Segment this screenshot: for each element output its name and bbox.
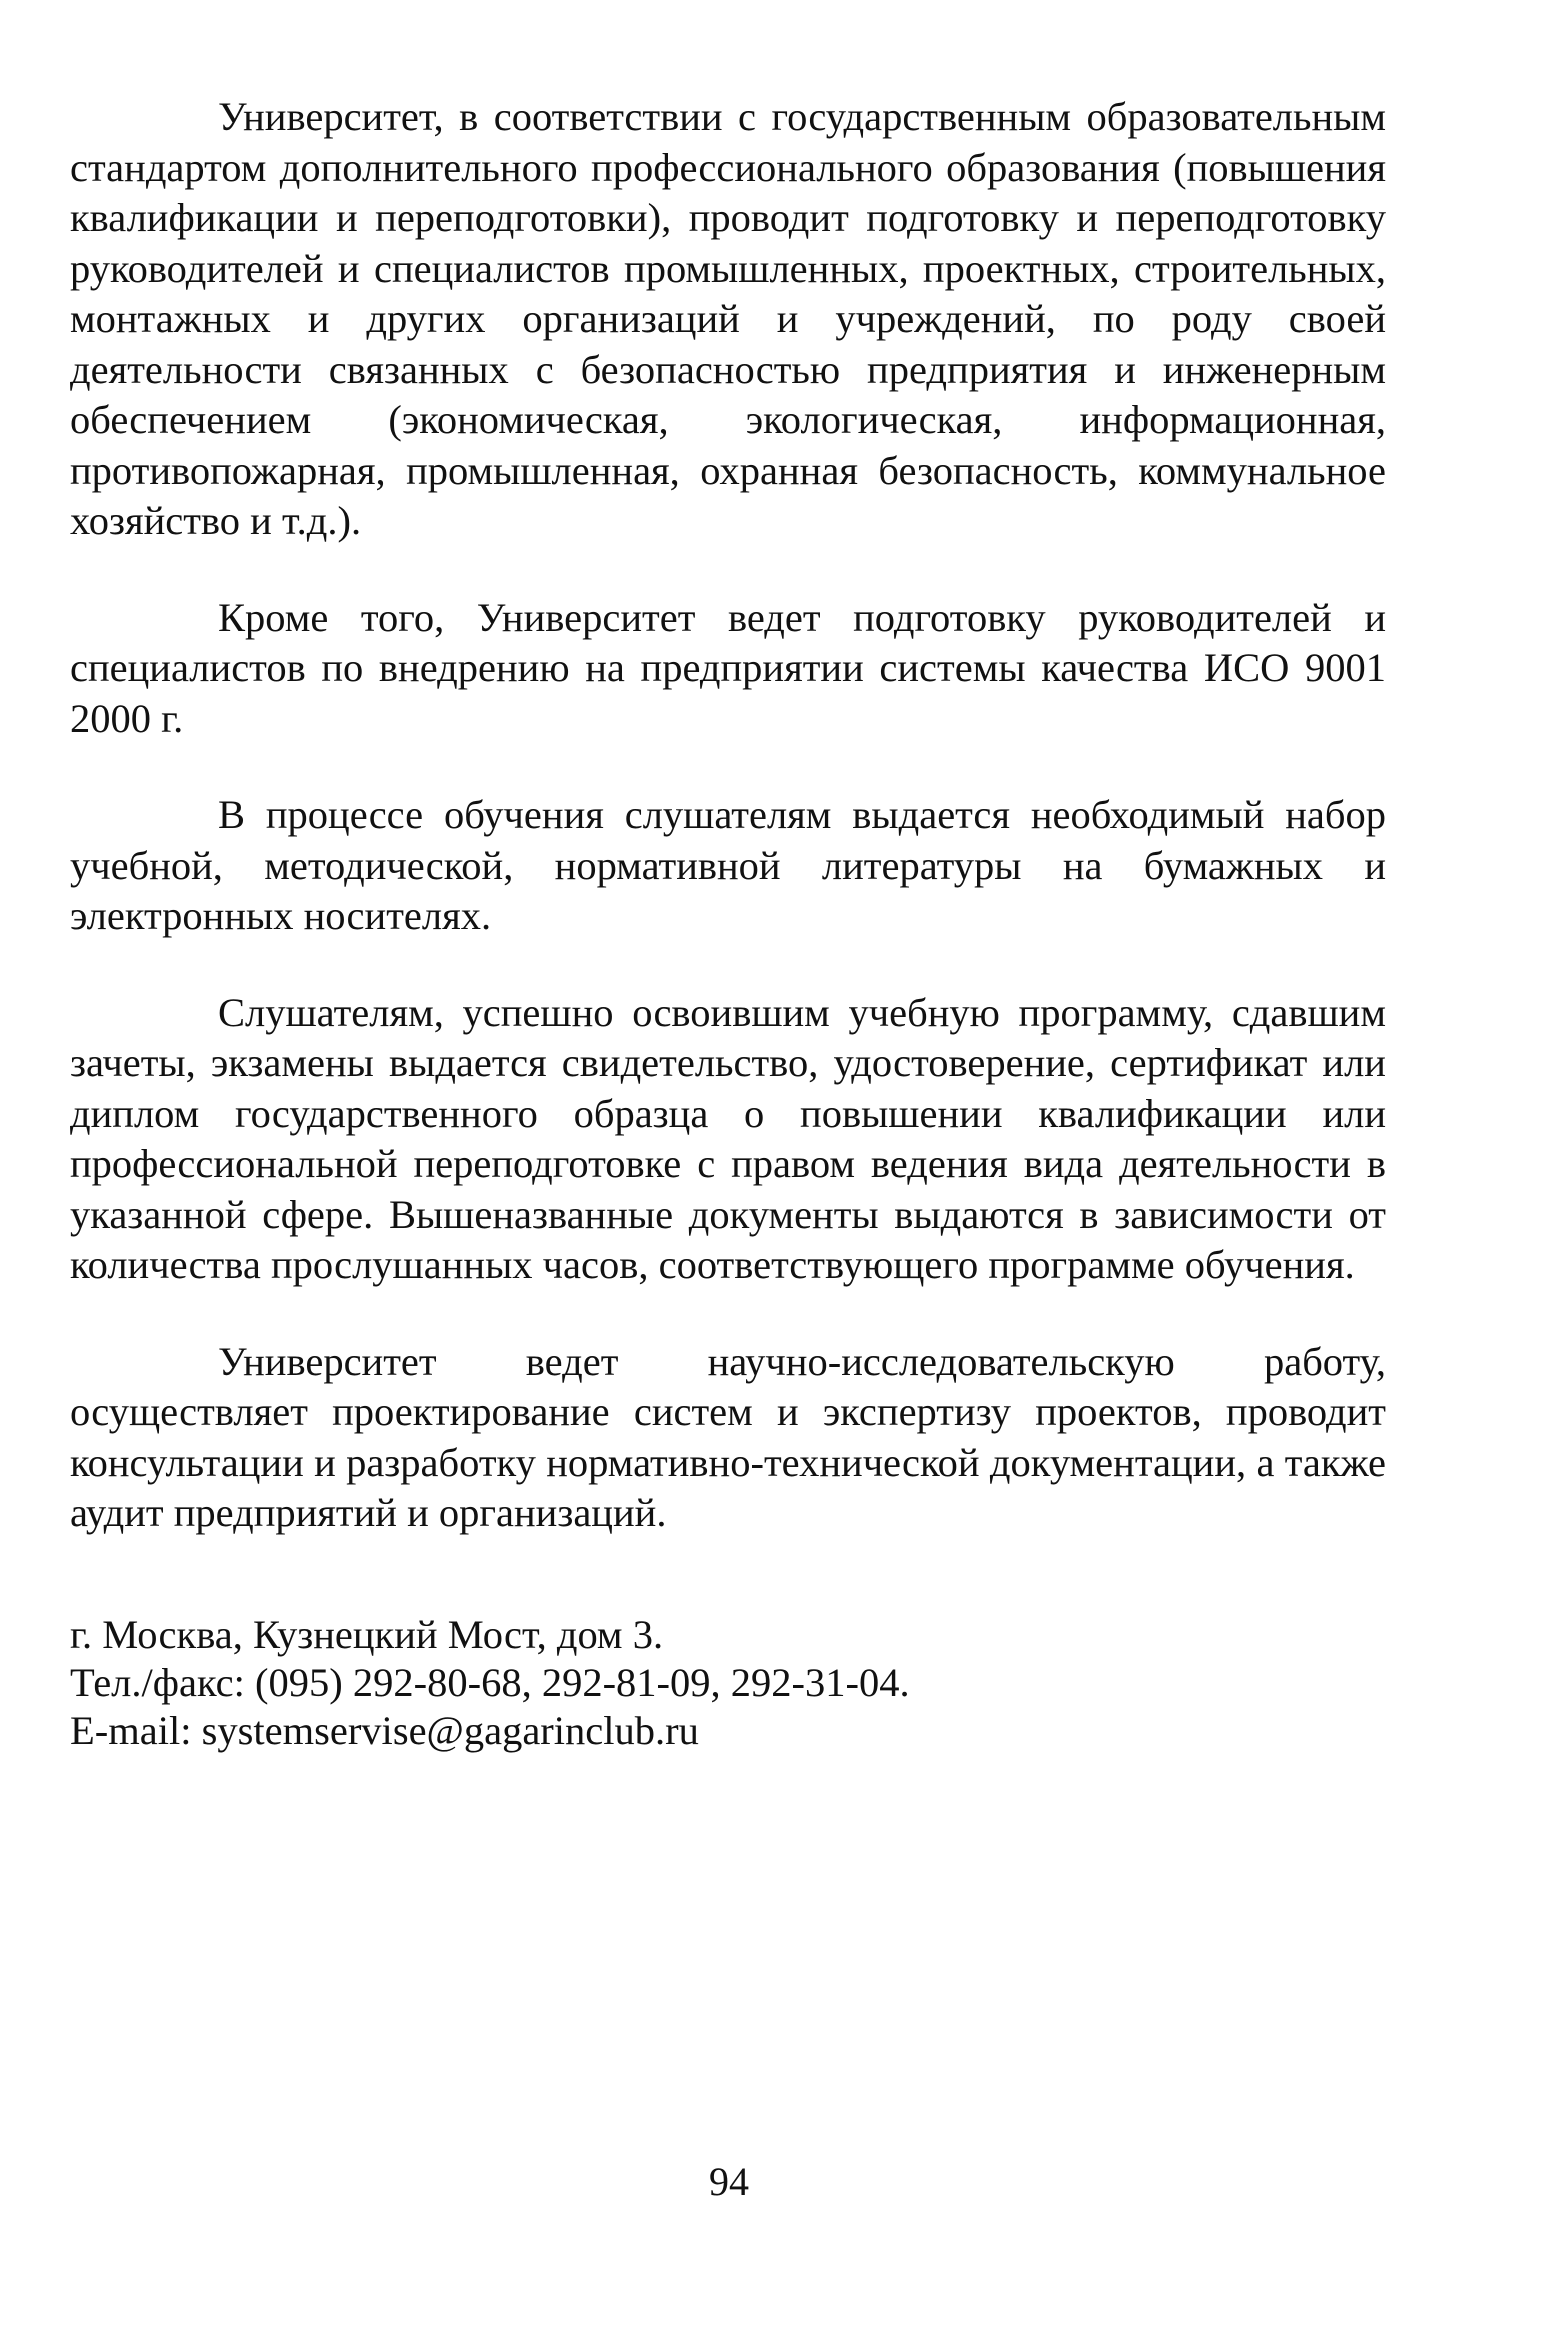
- paragraph-iso-training: Кроме того, Университет ведет подготовку руководителей и специалистов по внедрению на предприятии системы качества ИСО 9001 2000 г.: [70, 594, 1386, 741]
- contact-phone: Тел./факс: (095) 292-80-68, 292-81-09, 292-31-04.: [70, 1659, 910, 1705]
- contact-address: г. Москва, Кузнецкий Мост, дом 3.: [70, 1611, 664, 1657]
- paragraph-research: Университет ведет научно-исследовательскую работу, осуществляет проектирование систем и экспертизу проектов, проводит консультации и разработку нормативно-технической документации, а также аудит предприятий и организаций.: [70, 1338, 1386, 1535]
- paragraph-university-programs: Университет, в соответствии с государственным образовательным стандартом дополнительного профессионального образования (повышения квалификации и переподготовки), проводит подготовку и переподготовку руководителей и специалистов промышленных, проектных, строительных, монтажных и других организаций и учреждений, по роду своей деятельности связанных с безопасностью предприятия и инженерным обеспечением (экономическая, экологическая, информационная, противопожарная, промышленная, охранная безопасность, коммунальное хозяйство и т.д.).: [70, 94, 1386, 543]
- contact-block: [70, 1611, 1386, 1755]
- paragraph-certificates: Слушателям, успешно освоившим учебную программу, сдавшим зачеты, экзамены выдается свидетельство, удостоверение, сертификат или диплом государственного образца о повышении квалификации или профессиональной переподготовке с правом ведения вида деятельности в указанной сфере. Вышеназванные документы выдаются в зависимости от количества прослушанных часов, соответствующего программе обучения.: [70, 989, 1386, 1287]
- contact-email: E-mail: systemservise@gagarinclub.ru: [70, 1707, 699, 1753]
- page-number: 94: [709, 2159, 749, 2204]
- paragraph-literature: В процессе обучения слушателям выдается необходимый набор учебной, методической, нормативной литературы на бумажных и электронных носителях.: [70, 792, 1386, 938]
- document-page: [70, 92, 1386, 1755]
